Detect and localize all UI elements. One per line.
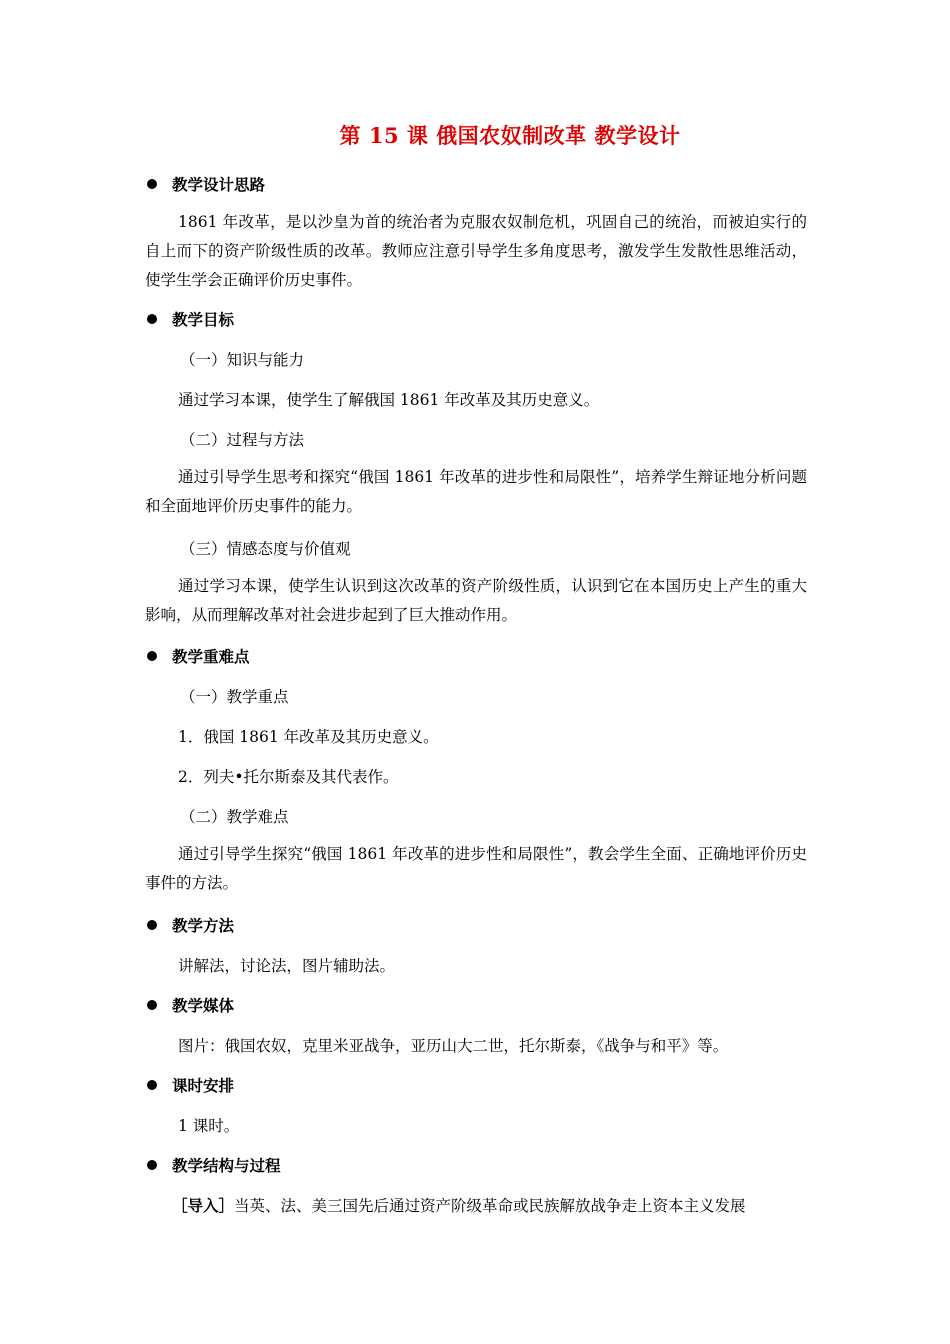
- subheading-attitude: （三）情感态度与价值观: [180, 540, 351, 558]
- paragraph-design-idea: 1861 年改革，是以沙皇为首的统治者为克服农奴制危机，巩固自己的统治，而被迫实行的自上而下的资产阶级性质的改革。教师应注意引导学生多角度思考，激发学生发散性思维活动，使学生学会正确评价历史事件。: [145, 213, 807, 289]
- section-heading-key-points: [145, 645, 250, 667]
- heading-text: 教学重难点: [172, 647, 250, 666]
- text-knowledge: 通过学习本课，使学生了解俄国 1861 年改革及其历史意义。: [178, 391, 600, 409]
- text-schedule: 1 课时。: [178, 1117, 240, 1135]
- section-heading-structure: [145, 1154, 281, 1176]
- subheading-knowledge: （一）知识与能力: [180, 351, 305, 369]
- bullet-icon: [147, 314, 157, 324]
- bullet-icon: [147, 179, 157, 189]
- bullet-icon: [147, 1000, 157, 1010]
- heading-text: 教学方法: [172, 916, 235, 935]
- text-methods: 讲解法，讨论法，图片辅助法。: [178, 957, 396, 975]
- section-heading-design-idea: [145, 173, 265, 195]
- list-item-key-1: 1．俄国 1861 年改革及其历史意义。: [178, 728, 439, 746]
- subheading-difficult: （二）教学难点: [180, 808, 289, 826]
- section-heading-objectives: [145, 308, 234, 330]
- heading-text: 课时安排: [172, 1076, 235, 1095]
- bullet-icon: [147, 1160, 157, 1170]
- heading-text: 教学结构与过程: [172, 1156, 281, 1175]
- bullet-icon: [147, 920, 157, 930]
- heading-text: 教学媒体: [172, 996, 235, 1015]
- paragraph-process: 通过引导学生思考和探究“俄国 1861 年改革的进步性和局限性”，培养学生辩证地分析问题和全面地评价历史事件的能力。: [145, 468, 807, 515]
- heading-text: 教学目标: [172, 310, 235, 329]
- paragraph-difficult: 通过引导学生探究“俄国 1861 年改革的进步性和局限性”，教会学生全面、正确地评价历史事件的方法。: [145, 845, 807, 892]
- section-heading-media: [145, 994, 234, 1016]
- section-heading-methods: [145, 914, 234, 936]
- list-item-key-2: 2．列夫•托尔斯泰及其代表作。: [178, 768, 399, 786]
- bullet-icon: [147, 651, 157, 661]
- paragraph-attitude: 通过学习本课，使学生认识到这次改革的资产阶级性质，认识到它在本国历史上产生的重大影响，从而理解改革对社会进步起到了巨大推动作用。: [145, 577, 807, 624]
- lead-in-label: ［导入］: [172, 1196, 235, 1215]
- lead-in-text: 当英、法、美三国先后通过资产阶级革命或民族解放战争走上资本主义发展: [234, 1197, 746, 1215]
- lead-in-line: [172, 1194, 746, 1216]
- subheading-process: （二）过程与方法: [180, 431, 305, 449]
- section-heading-schedule: [145, 1074, 234, 1096]
- text-media: 图片：俄国农奴，克里米亚战争，亚历山大二世，托尔斯泰，《战争与和平》等。: [178, 1037, 729, 1055]
- heading-text: 教学设计思路: [172, 175, 266, 194]
- bullet-icon: [147, 1080, 157, 1090]
- page-title: 第 15 课 俄国农奴制改革 教学设计: [339, 123, 681, 148]
- subheading-key: （一）教学重点: [180, 688, 289, 706]
